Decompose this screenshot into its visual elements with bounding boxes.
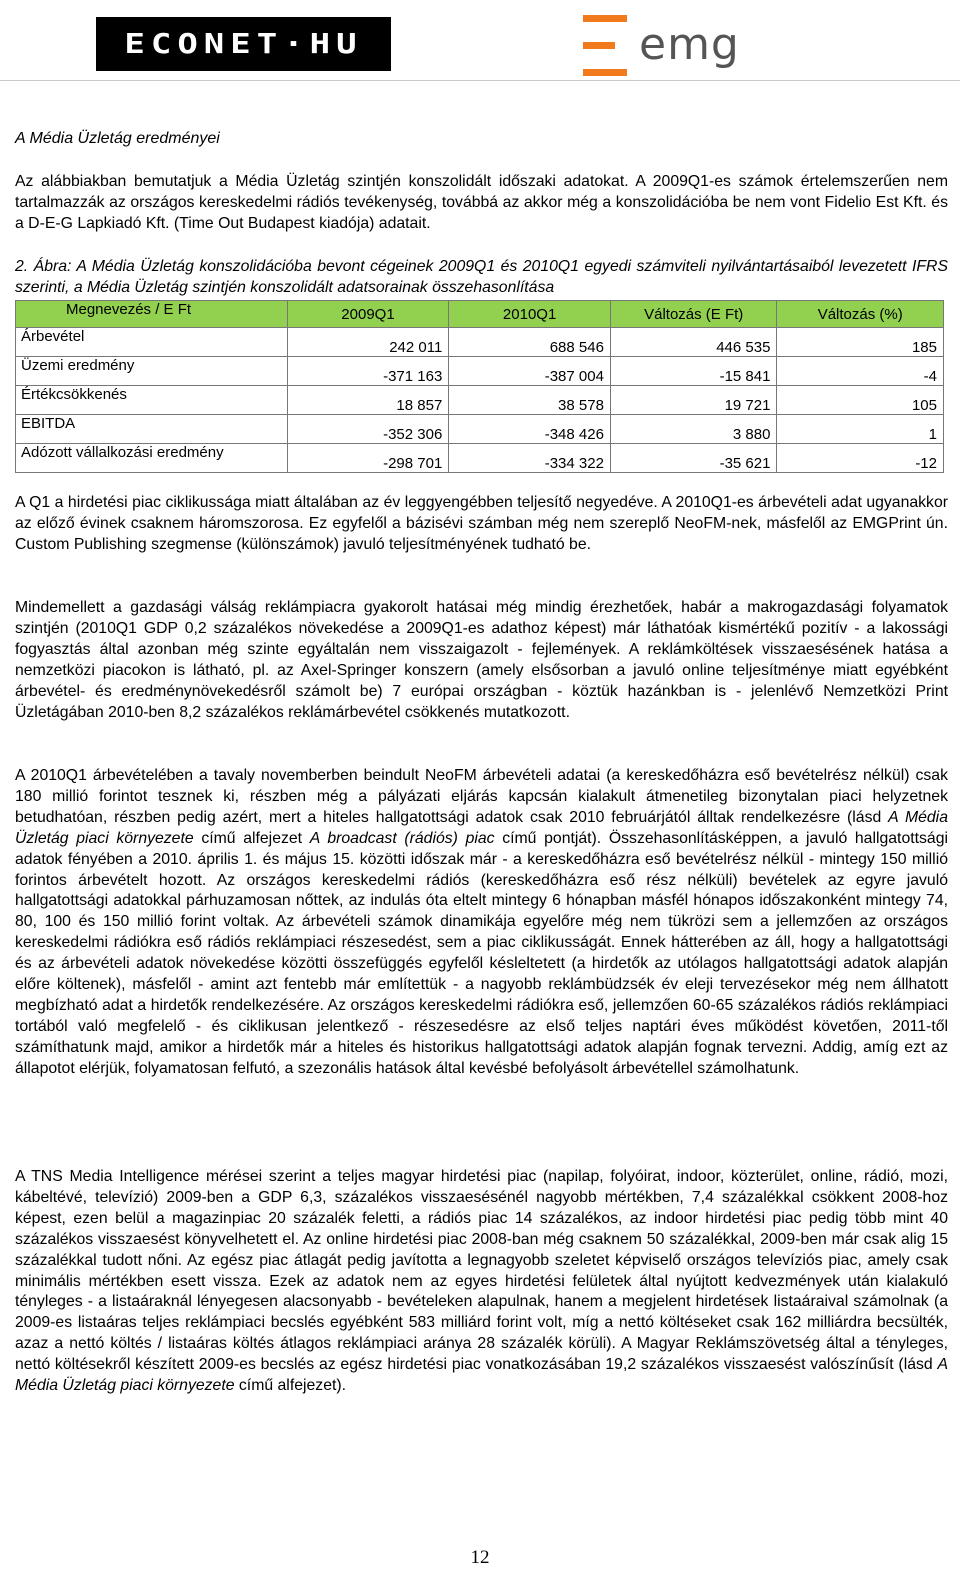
table-cell: Üzemi eredmény [16,357,288,386]
section-title: A Média Üzletág eredményei [15,130,220,147]
page-header [0,0,960,82]
table-header-row [16,301,944,328]
table-cell: -387 004 [449,357,611,386]
table-cell: 446 535 [610,328,777,357]
paragraph-economic-crisis: Mindemellett a gazdasági válság reklámpiacra gyakorolt hatásai még mindig érezhetőek, habár a makrogazdasági folyamatok szintjén (2010Q1 GDP 0,2 százalékos növekedése a 2009Q1-es adathoz képest) már láthatóak kismértékű pozitív - a lakossági fogyasztás által azonban még szinte egyáltalán nem visszaigazolt - fejlemények. A reklámköltések visszaesésének hatása a nemzetközi piacokon is látható, pl. az Axel-Springer konszern (amely elsősorban a javuló online teljesítménye miatt egyébként árbevétel- és eredménynövekedésről számolt be) 7 európai országban - köztük hazánkban is - jelenlévő Nemzetközi Print Üzletágában 2010-ben 8,2 százalékos reklámárbevétel csökkenés mutatkozott. [15,599,948,721]
table-header-cell: Változás (%) [777,301,944,328]
table-cell: -334 322 [449,444,611,473]
table-header-cell: 2009Q1 [287,301,449,328]
table-cell: 242 011 [287,328,449,357]
paragraph-q1-cyclicality: A Q1 a hirdetési piac ciklikussága miatt általában az év leggyengébben teljesítő negyedéve. A 2010Q1-es árbevételi adat ugyanakkor az előző évinek csaknem háromszorosa. Ez egyfelől a bázisévi számban még nem szereplő NeoFM-nek, másfelől az EMGPrint ún. Custom Publishing szegmense (különszámok) javuló teljesítményének tudható be. [15,494,948,553]
table-cell: 1 [777,415,944,444]
header-divider [0,80,960,81]
cross-reference: A Média Üzletág piaci környezete [15,808,948,847]
table-row [16,386,944,415]
table-row [16,328,944,357]
figure-caption: 2. Ábra: A Média Üzletág konszolidációba bevont cégeinek 2009Q1 és 2010Q1 egyedi számviteli nyilvántartásaiból levezetett IFRS szerinti, a Média Üzletág szintjén konszolidált adatsorainak összehasonlítása [15,258,948,296]
table-cell: 688 546 [449,328,611,357]
table-header-cell: 2010Q1 [449,301,611,328]
table-cell: -371 163 [287,357,449,386]
table-cell: EBITDA [16,415,288,444]
emg-logo-text: emg [639,19,740,70]
table-cell: -15 841 [610,357,777,386]
table-row [16,415,944,444]
table-cell: -4 [777,357,944,386]
cross-reference: A Média Üzletág piaci környezete [15,1356,948,1395]
table-cell: 105 [777,386,944,415]
econet-logo [96,17,391,71]
text-span: A TNS Media Intelligence mérései szerint a teljes magyar hirdetési piac (napilap, folyóirat, indoor, közterület, online, rádió, mozi, kábeltévé, televízió) 2009-ben a GDP 6,3, százalékos visszaesésénél nagyobb mértékben, 7,4 százalékkal csökkent 2008-hoz képest, ezen belül a magazinpiac 20 százalék feletti, a rádiós piac 14 százalékos, az indoor hirdetési piac pedig több mint 40 százalékos visszaesést könyvelhetett el. Az online hirdetési piac 2008-ban még csaknem 50 százalékkal, 2009-ben már csak alig 15 százalékkal tudott nőni. Az egész piac átlagát pedig javította a legnagyobb szeletet képviselő országos televíziós piac, amely csak minimális mértékben esett vissza. Ezek az adatok nem az egyes hirdetési felületek által nyújtott kedvezmények után kialakuló tényleges - a listaáraknál lényegesen alacsonyabb - bevételeken alapulnak, hanem a megjelent hirdetések listaáraival számolnak (a 2009-es listaáras teljes reklámpiaci becslés egyébként 583 milliárd forint volt, míg a nettó költéseket csak 162 milliárdra becsülték, azaz a nettó költés / listaáras költés átlagos reklámpiaci aránya 28 százalék körüli). A Magyar Reklámszövetség által a tényleges, nettó költésekről készített 2009-es becslés az egész hirdetési piac vonatkozásában 19,2 százalékos visszaesést valószínűsít (lásd [15,1168,948,1374]
table-cell: 3 880 [610,415,777,444]
paragraph-tns-media [15,1167,948,1397]
paragraph-neofm-revenue [15,766,948,1080]
table-cell: -35 621 [610,444,777,473]
table-cell: -352 306 [287,415,449,444]
econet-logo-text: ECONET·HU [124,28,363,60]
table-row [16,357,944,386]
table-cell: 18 857 [287,386,449,415]
table-cell: Értékcsökkenés [16,386,288,415]
table-cell: Árbevétel [16,328,288,357]
table-row [16,444,944,473]
text-span: című alfejezet). [234,1377,347,1395]
text-span: A 2010Q1 árbevételében a tavaly novemberben beindult NeoFM árbevételi adatai (a kereskedőházra eső bevételrész nélkül) csak 180 millió forintot tesznek ki, részben még a pályázati eljárás kapcsán kialakult átmenetileg bizonytalan piaci helyzetnek betudhatóan, részben pedig azért, mert a hiteles hallgatottsági adatok csak 2010 februárjától álltak rendelkezésre (lásd [15,767,948,826]
page-number: 12 [470,1547,490,1568]
text-span: című pontját). Összehasonlításképpen, a javuló hallgatottsági adatok fényében a 2010. április 1. és május 15. közötti időszak már - a kereskedőházra eső bevételrész nélkül - mintegy 150 millió forintos árbevételt hozott. Az országos kereskedelmi rádiós (kereskedőházra eső rész nélküli) bevételek az egyre javuló hallgatottsági adatokkal párhuzamosan nőttek, az indulás óta eltelt mintegy 6 hónapban másfél hónapos időszakonként mintegy 74, 80, 100 és 150 millió forint voltak. Az árbevételi számok dinamikája egyelőre még nem tükrözi sem a jellemzően az országos kereskedelmi rádiókra eső rádiós reklámpiaci részesedést, sem a piac ciklikusságát. Ennek hátterében az áll, hogy a hallgatottsági és az árbevételi adatok növekedése közötti összefüggés egyfelől késleltetett (a hirdetők az utólagos hallgatottsági adatok alapján előre költenek), másfelől - amint azt fentebb már említettük - a nagyobb reklámbüdzsék év eleji tervezésekor még nem állhatott megbízható adat a hirdetők rendelkezésére. Az országos kereskedelmi rádiókra eső, jellemzően 60-65 százalékos rádiós reklámpiaci tortából való megfelelő - és ciklikusan jelentkező - részesedésre az első teljes naptári éves működést követően, 2011-től számíthatunk majd, amikor a hirdetők már a hiteles és historikus hallgatottsági adatok alapján fognak tervezni. Addig, amíg ezt az állapotot elérjük, folyamatosan felfutó, a szezonális hatások által kevésbé befolyásolt árbevétellel számolhatunk. [15,829,948,1077]
table-cell: -298 701 [287,444,449,473]
table-header-cell: Megnevezés / E Ft [16,301,288,328]
table-cell: 185 [777,328,944,357]
intro-paragraph: Az alábbiakban bemutatjuk a Média Üzletág szintjén konszolidált időszaki adatokat. A 2009Q1-es számok értelemszerűen nem tartalmazzák az országos kereskedelmi rádiós tevékenység, továbbá az akkor még a konszolidációba be nem vont Fidelio Est Kft. és a D-E-G Lapkiadó Kft. (Time Out Budapest kiadója) adatait. [15,173,948,232]
table-cell: 19 721 [610,386,777,415]
table-header-cell: Változás (E Ft) [610,301,777,328]
text-span: című alfejezet [193,829,310,847]
emg-logo [583,15,763,77]
cross-reference: A broadcast (rádiós) piac [309,829,495,847]
table-cell: -348 426 [449,415,611,444]
table-cell: 38 578 [449,386,611,415]
results-table [15,300,944,473]
table-cell: -12 [777,444,944,473]
table-cell: Adózott vállalkozási eredmény [16,444,288,473]
emg-logo-bars-icon [583,15,629,77]
